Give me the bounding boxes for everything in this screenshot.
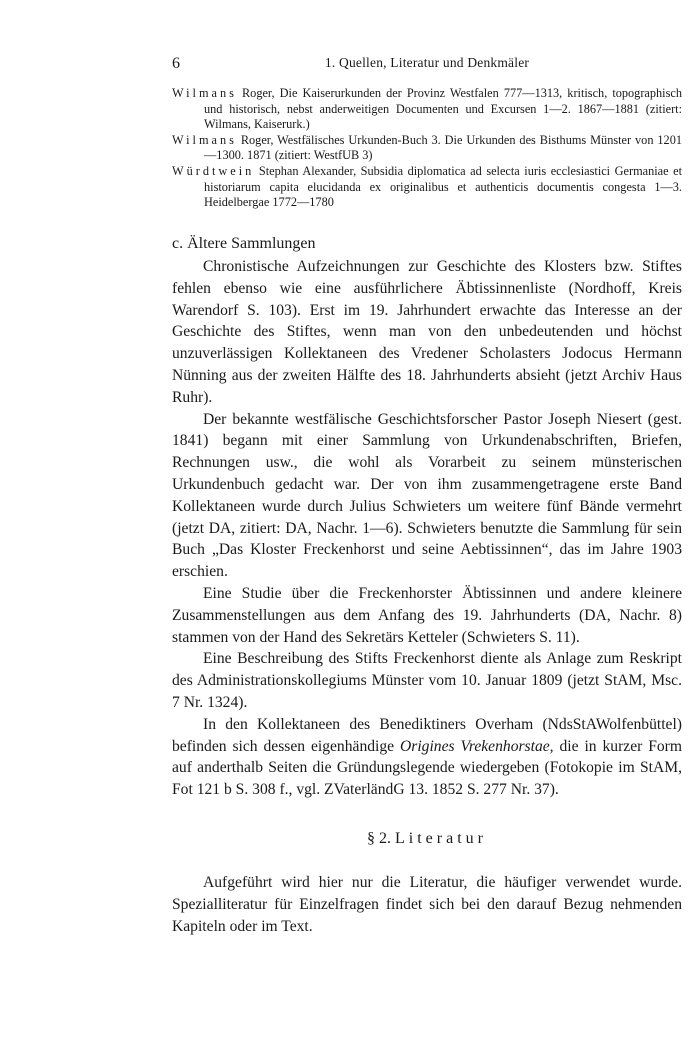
reference-author: Wilmans [172, 86, 237, 100]
reference-entry [172, 133, 682, 164]
chapter-number: § 2. [367, 829, 392, 847]
paragraph: Eine Beschreibung des Stifts Freckenhorst diente als Anlage zum Reskript des Administrationskollegiums Münster vom 10. Januar 1809 (jetzt StAM, Msc. 7 Nr. 1324). [172, 650, 682, 711]
paragraph: Aufgeführt wird hier nur die Literatur, die häufiger verwendet wurde. Spezialliteratur für Einzelfragen findet sich bei den darauf Bezug nehmenden Kapiteln oder im Text. [172, 873, 682, 935]
paragraph-text: die in kurzer Form auf anderthalb Seiten die Gründungslegende wiedergeben (Fotokopie im StAM, Fot 121 b S. 308 f., vgl. ZVaterländG 13. 1852 S. 277 Nr. 37). [172, 737, 683, 799]
paragraph [172, 714, 682, 801]
section-heading: c. Ältere Sammlungen [172, 235, 316, 252]
reference-author: Wilmans [172, 132, 237, 147]
reference-text: Stephan Alexander, Subsidia diplomatica ad selecta iuris ecclesiastici Germaniae et historiarum capita elucidanda ex originalibus et authenticis documentis congesta 1—3. Heidelbergae 1772—1780 [204, 163, 682, 210]
reference-entry [172, 164, 682, 211]
paragraph: Eine Studie über die Freckenhorster Äbtissinnen und andere kleinere Zusammenstellungen aus dem Anfang des 19. Jahrhunderts (DA, Nachr. 8) stammen von der Hand des Sekretärs Ketteler (Schwieters S. 11). [172, 584, 682, 646]
reference-text: Roger, Westfälisches Urkunden-Buch 3. Die Urkunden des Bisthums Münster von 1201—1300. 1871 (zitiert: WestfUB 3) [204, 132, 682, 163]
paragraph: Chronistische Aufzeichnungen zur Geschichte des Klosters bzw. Stiftes fehlen ebenso wie eine ausführlichere Äbtissinnenliste (Nordhoff, Kreis Warendorf S. 103). Erst im 19. Jahrhundert erwachte das Interesse an der Geschichte des Stiftes, wenn man von den unbedeutenden und höchst unzuverlässigen Kollektaneen des Vredener Scholasters Jodocus Hermann Nünning aus der zweiten Hälfte des 18. Jahrhunderts absieht (jetzt Archiv Haus Ruhr). [172, 258, 682, 406]
page-header [172, 55, 682, 77]
running-title: 1. Quellen, Literatur und Denkmäler [324, 55, 530, 70]
italic-title: Origines Vrekenhorstae, [400, 737, 554, 755]
reference-list [172, 86, 682, 211]
main-text [172, 233, 682, 937]
chapter-title: Literatur [395, 829, 487, 847]
page-number: 6 [172, 55, 180, 72]
chapter-heading [172, 830, 682, 848]
paragraph-text: In den Kollektaneen des Benediktiners Overham (NdsStAWolfenbüttel) befinden sich dessen eigenhändige [172, 715, 682, 755]
reference-text: Roger, Die Kaiserurkunden der Provinz Westfalen 777—1313, kritisch, topographisch und historisch, nebst anderweitigen Documenten und Excursen 1—2. 1867—1881 (zitiert: Wilmans, Kaiserurk.) [204, 86, 682, 132]
paragraph: Der bekannte westfälische Geschichtsforscher Pastor Joseph Niesert (gest. 1841) begann mit einer Sammlung von Urkundenabschriften, Briefen, Rechnungen usw., die wohl als Vorarbeit zu seinem münsterischen Urkundenbuch gedacht war. Der von ihm zusammengetragene erste Band Kollektaneen wurde durch Julius Schwieters um weitere fünf Bände vermehrt (jetzt DA, zitiert: DA, Nachr. 1—6). Schwieters benutzte die Sammlung für sein Buch „Das Kloster Freckenhorst und seine Aebtissinnen“, das im Jahre 1903 erschien. [172, 410, 682, 581]
reference-entry [172, 86, 682, 133]
reference-author: Würdtwein [172, 163, 255, 178]
